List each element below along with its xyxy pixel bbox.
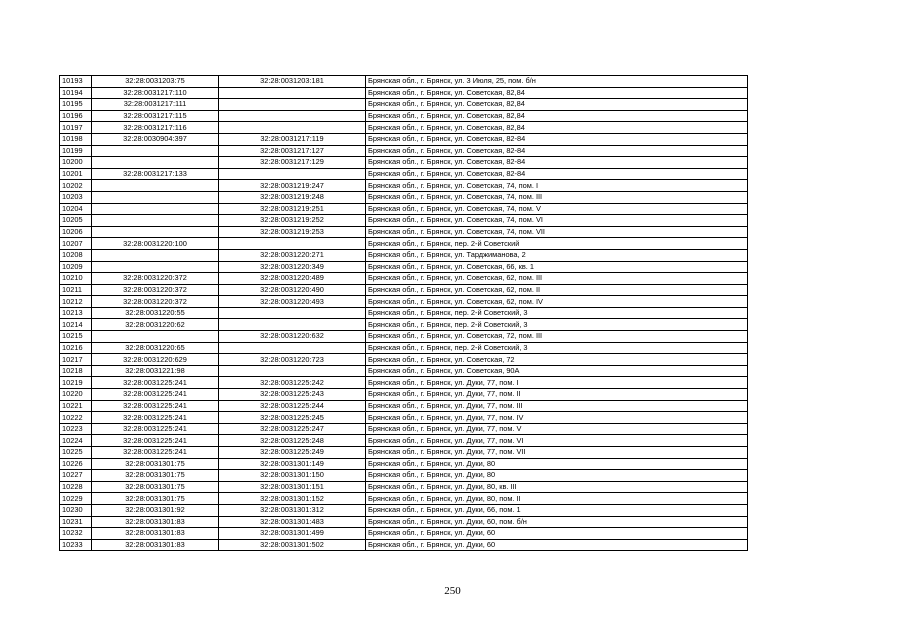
object-cadastral-number-cell: 32:28:0031301:149 [219, 458, 366, 470]
cadastral-number-cell [92, 261, 219, 273]
row-number-cell: 10196 [60, 110, 92, 122]
registry-table-body [60, 76, 748, 551]
address-cell: Брянская обл., г. Брянск, ул. 3 Июля, 25, пом. б/н [366, 76, 748, 88]
table-row [60, 157, 748, 169]
cadastral-number-cell: 32:28:0031217:110 [92, 87, 219, 99]
cadastral-number-cell: 32:28:0031220:62 [92, 319, 219, 331]
address-cell: Брянская обл., г. Брянск, ул. Дуки, 80, кв. III [366, 481, 748, 493]
cadastral-number-cell: 32:28:0031225:241 [92, 412, 219, 424]
address-cell: Брянская обл., г. Брянск, ул. Дуки, 77, пом. IV [366, 412, 748, 424]
address-cell: Брянская обл., г. Брянск, ул. Советская, 82,84 [366, 122, 748, 134]
table-row [60, 99, 748, 111]
address-cell: Брянская обл., г. Брянск, ул. Советская, 74, пом. VII [366, 226, 748, 238]
address-cell: Брянская обл., г. Брянск, ул. Советская, 82-84 [366, 157, 748, 169]
table-row [60, 238, 748, 250]
row-number-cell: 10216 [60, 342, 92, 354]
cadastral-number-cell: 32:28:0031225:241 [92, 389, 219, 401]
address-cell: Брянская обл., г. Брянск, ул. Дуки, 60 [366, 528, 748, 540]
table-row [60, 215, 748, 227]
address-cell: Брянская обл., г. Брянск, ул. Дуки, 77, пом. II [366, 389, 748, 401]
row-number-cell: 10195 [60, 99, 92, 111]
row-number-cell: 10198 [60, 133, 92, 145]
address-cell: Брянская обл., г. Брянск, ул. Дуки, 66, пом. 1 [366, 504, 748, 516]
object-cadastral-number-cell [219, 110, 366, 122]
row-number-cell: 10204 [60, 203, 92, 215]
row-number-cell: 10206 [60, 226, 92, 238]
cadastral-number-cell [92, 180, 219, 192]
address-cell: Брянская обл., г. Брянск, ул. Советская, 62, пом. II [366, 284, 748, 296]
cadastral-number-cell: 32:28:0031301:83 [92, 528, 219, 540]
row-number-cell: 10218 [60, 365, 92, 377]
object-cadastral-number-cell: 32:28:0031301:499 [219, 528, 366, 540]
table-row [60, 273, 748, 285]
cadastral-number-cell [92, 191, 219, 203]
cadastral-number-cell: 32:28:0031217:116 [92, 122, 219, 134]
object-cadastral-number-cell: 32:28:0031225:249 [219, 447, 366, 459]
object-cadastral-number-cell: 32:28:0031225:245 [219, 412, 366, 424]
address-cell: Брянская обл., г. Брянск, ул. Дуки, 80, пом. II [366, 493, 748, 505]
cadastral-number-cell [92, 215, 219, 227]
address-cell: Брянская обл., г. Брянск, ул. Дуки, 60, пом. б/н [366, 516, 748, 528]
cadastral-number-cell: 32:28:0031301:75 [92, 493, 219, 505]
cadastral-number-cell: 32:28:0031301:83 [92, 516, 219, 528]
cadastral-number-cell: 32:28:0031220:372 [92, 273, 219, 285]
row-number-cell: 10222 [60, 412, 92, 424]
cadastral-number-cell: 32:28:0031301:75 [92, 481, 219, 493]
table-row [60, 493, 748, 505]
object-cadastral-number-cell: 32:28:0031301:150 [219, 470, 366, 482]
object-cadastral-number-cell: 32:28:0031217:119 [219, 133, 366, 145]
object-cadastral-number-cell: 32:28:0031220:271 [219, 249, 366, 261]
object-cadastral-number-cell: 32:28:0031220:632 [219, 331, 366, 343]
address-cell: Брянская обл., г. Брянск, ул. Советская, 74, пом. I [366, 180, 748, 192]
address-cell: Брянская обл., г. Брянск, ул. Тарджиманова, 2 [366, 249, 748, 261]
address-cell: Брянская обл., г. Брянск, пер. 2-й Советский, 3 [366, 319, 748, 331]
table-row [60, 307, 748, 319]
row-number-cell: 10217 [60, 354, 92, 366]
object-cadastral-number-cell [219, 238, 366, 250]
table-row [60, 504, 748, 516]
table-row [60, 400, 748, 412]
object-cadastral-number-cell [219, 307, 366, 319]
row-number-cell: 10215 [60, 331, 92, 343]
cadastral-number-cell: 32:28:0031221:98 [92, 365, 219, 377]
object-cadastral-number-cell [219, 365, 366, 377]
address-cell: Брянская обл., г. Брянск, ул. Советская, 82,84 [366, 110, 748, 122]
cadastral-number-cell [92, 157, 219, 169]
address-cell: Брянская обл., г. Брянск, ул. Советская, 82,84 [366, 87, 748, 99]
cadastral-number-cell: 32:28:0031220:372 [92, 296, 219, 308]
row-number-cell: 10208 [60, 249, 92, 261]
object-cadastral-number-cell: 32:28:0031301:152 [219, 493, 366, 505]
cadastral-number-cell: 32:28:0031220:372 [92, 284, 219, 296]
row-number-cell: 10211 [60, 284, 92, 296]
table-row [60, 458, 748, 470]
object-cadastral-number-cell: 32:28:0031225:242 [219, 377, 366, 389]
row-number-cell: 10212 [60, 296, 92, 308]
row-number-cell: 10194 [60, 87, 92, 99]
object-cadastral-number-cell [219, 87, 366, 99]
address-cell: Брянская обл., г. Брянск, ул. Советская, 82-84 [366, 168, 748, 180]
table-row [60, 110, 748, 122]
row-number-cell: 10229 [60, 493, 92, 505]
table-row [60, 516, 748, 528]
table-row [60, 87, 748, 99]
address-cell: Брянская обл., г. Брянск, ул. Советская, 66, кв. 1 [366, 261, 748, 273]
table-row [60, 342, 748, 354]
row-number-cell: 10223 [60, 423, 92, 435]
address-cell: Брянская обл., г. Брянск, ул. Дуки, 80 [366, 458, 748, 470]
row-number-cell: 10202 [60, 180, 92, 192]
object-cadastral-number-cell: 32:28:0031220:349 [219, 261, 366, 273]
object-cadastral-number-cell: 32:28:0031220:493 [219, 296, 366, 308]
cadastral-number-cell: 32:28:0031217:133 [92, 168, 219, 180]
row-number-cell: 10230 [60, 504, 92, 516]
table-row [60, 435, 748, 447]
row-number-cell: 10197 [60, 122, 92, 134]
row-number-cell: 10209 [60, 261, 92, 273]
table-row [60, 331, 748, 343]
table-row [60, 412, 748, 424]
address-cell: Брянская обл., г. Брянск, пер. 2-й Советский, 3 [366, 342, 748, 354]
row-number-cell: 10203 [60, 191, 92, 203]
table-row [60, 447, 748, 459]
object-cadastral-number-cell: 32:28:0031301:483 [219, 516, 366, 528]
cadastral-number-cell: 32:28:0031301:75 [92, 470, 219, 482]
cadastral-number-cell: 32:28:0031225:241 [92, 400, 219, 412]
address-cell: Брянская обл., г. Брянск, пер. 2-й Советский, 3 [366, 307, 748, 319]
address-cell: Брянская обл., г. Брянск, ул. Советская, 62, пом. III [366, 273, 748, 285]
table-row [60, 319, 748, 331]
row-number-cell: 10200 [60, 157, 92, 169]
row-number-cell: 10219 [60, 377, 92, 389]
object-cadastral-number-cell: 32:28:0031220:723 [219, 354, 366, 366]
object-cadastral-number-cell: 32:28:0031203:181 [219, 76, 366, 88]
table-row [60, 226, 748, 238]
object-cadastral-number-cell: 32:28:0031219:253 [219, 226, 366, 238]
row-number-cell: 10231 [60, 516, 92, 528]
table-row [60, 122, 748, 134]
address-cell: Брянская обл., г. Брянск, ул. Дуки, 77, пом. I [366, 377, 748, 389]
address-cell: Брянская обл., г. Брянск, ул. Советская, 82-84 [366, 133, 748, 145]
cadastral-number-cell: 32:28:0031301:92 [92, 504, 219, 516]
registry-table [59, 75, 748, 551]
table-row [60, 168, 748, 180]
address-cell: Брянская обл., г. Брянск, ул. Советская, 82-84 [366, 145, 748, 157]
object-cadastral-number-cell: 32:28:0031219:247 [219, 180, 366, 192]
table-row [60, 180, 748, 192]
table-row [60, 76, 748, 88]
address-cell: Брянская обл., г. Брянск, ул. Советская, 74, пом. VI [366, 215, 748, 227]
object-cadastral-number-cell [219, 99, 366, 111]
table-row [60, 191, 748, 203]
cadastral-number-cell: 32:28:0031301:75 [92, 458, 219, 470]
object-cadastral-number-cell: 32:28:0031220:490 [219, 284, 366, 296]
cadastral-number-cell: 32:28:0031217:115 [92, 110, 219, 122]
object-cadastral-number-cell: 32:28:0031225:244 [219, 400, 366, 412]
address-cell: Брянская обл., г. Брянск, ул. Советская, 72 [366, 354, 748, 366]
page-number: 250 [444, 585, 461, 597]
table-row [60, 354, 748, 366]
row-number-cell: 10201 [60, 168, 92, 180]
address-cell: Брянская обл., г. Брянск, ул. Советская, 72, пом. III [366, 331, 748, 343]
row-number-cell: 10224 [60, 435, 92, 447]
row-number-cell: 10205 [60, 215, 92, 227]
row-number-cell: 10207 [60, 238, 92, 250]
cadastral-number-cell: 32:28:0031225:241 [92, 447, 219, 459]
object-cadastral-number-cell [219, 122, 366, 134]
cadastral-number-cell: 32:28:0031217:111 [92, 99, 219, 111]
table-row [60, 145, 748, 157]
table-row [60, 481, 748, 493]
address-cell: Брянская обл., г. Брянск, ул. Дуки, 77, пом. V [366, 423, 748, 435]
cadastral-number-cell: 32:28:0031301:83 [92, 539, 219, 551]
row-number-cell: 10220 [60, 389, 92, 401]
cadastral-number-cell [92, 145, 219, 157]
row-number-cell: 10213 [60, 307, 92, 319]
object-cadastral-number-cell: 32:28:0031217:127 [219, 145, 366, 157]
cadastral-number-cell: 32:28:0031220:65 [92, 342, 219, 354]
table-row [60, 365, 748, 377]
object-cadastral-number-cell: 32:28:0031301:502 [219, 539, 366, 551]
row-number-cell: 10221 [60, 400, 92, 412]
table-row [60, 133, 748, 145]
row-number-cell: 10228 [60, 481, 92, 493]
cadastral-number-cell: 32:28:0031225:241 [92, 377, 219, 389]
object-cadastral-number-cell: 32:28:0031219:248 [219, 191, 366, 203]
object-cadastral-number-cell [219, 319, 366, 331]
table-row [60, 261, 748, 273]
row-number-cell: 10233 [60, 539, 92, 551]
address-cell: Брянская обл., г. Брянск, ул. Советская, 62, пом. IV [366, 296, 748, 308]
row-number-cell: 10232 [60, 528, 92, 540]
address-cell: Брянская обл., г. Брянск, ул. Советская, 74, пом. III [366, 191, 748, 203]
address-cell: Брянская обл., г. Брянск, пер. 2-й Советский [366, 238, 748, 250]
object-cadastral-number-cell: 32:28:0031219:252 [219, 215, 366, 227]
address-cell: Брянская обл., г. Брянск, ул. Дуки, 60 [366, 539, 748, 551]
row-number-cell: 10227 [60, 470, 92, 482]
object-cadastral-number-cell: 32:28:0031225:243 [219, 389, 366, 401]
cadastral-number-cell: 32:28:0031225:241 [92, 435, 219, 447]
object-cadastral-number-cell: 32:28:0031220:489 [219, 273, 366, 285]
object-cadastral-number-cell: 32:28:0031219:251 [219, 203, 366, 215]
cadastral-number-cell [92, 203, 219, 215]
address-cell: Брянская обл., г. Брянск, ул. Дуки, 77, пом. VII [366, 447, 748, 459]
table-row [60, 377, 748, 389]
object-cadastral-number-cell: 32:28:0031301:312 [219, 504, 366, 516]
row-number-cell: 10210 [60, 273, 92, 285]
table-row [60, 389, 748, 401]
object-cadastral-number-cell: 32:28:0031225:247 [219, 423, 366, 435]
address-cell: Брянская обл., г. Брянск, ул. Советская, 74, пом. V [366, 203, 748, 215]
address-cell: Брянская обл., г. Брянск, ул. Советская, 90А [366, 365, 748, 377]
cadastral-number-cell [92, 226, 219, 238]
cadastral-number-cell: 32:28:0031225:241 [92, 423, 219, 435]
table-row [60, 539, 748, 551]
cadastral-number-cell [92, 249, 219, 261]
cadastral-number-cell [92, 331, 219, 343]
cadastral-number-cell: 32:28:0031220:100 [92, 238, 219, 250]
cadastral-number-cell: 32:28:0031220:629 [92, 354, 219, 366]
object-cadastral-number-cell: 32:28:0031301:151 [219, 481, 366, 493]
table-row [60, 284, 748, 296]
object-cadastral-number-cell: 32:28:0031225:248 [219, 435, 366, 447]
cadastral-number-cell: 32:28:0031203:75 [92, 76, 219, 88]
address-cell: Брянская обл., г. Брянск, ул. Дуки, 77, пом. VI [366, 435, 748, 447]
cadastral-number-cell: 32:28:0030904:397 [92, 133, 219, 145]
table-row [60, 249, 748, 261]
cadastral-number-cell: 32:28:0031220:55 [92, 307, 219, 319]
table-row [60, 296, 748, 308]
object-cadastral-number-cell [219, 342, 366, 354]
address-cell: Брянская обл., г. Брянск, ул. Дуки, 80 [366, 470, 748, 482]
row-number-cell: 10214 [60, 319, 92, 331]
object-cadastral-number-cell: 32:28:0031217:129 [219, 157, 366, 169]
row-number-cell: 10226 [60, 458, 92, 470]
table-row [60, 423, 748, 435]
table-row [60, 203, 748, 215]
table-row [60, 470, 748, 482]
address-cell: Брянская обл., г. Брянск, ул. Советская, 82,84 [366, 99, 748, 111]
row-number-cell: 10199 [60, 145, 92, 157]
row-number-cell: 10193 [60, 76, 92, 88]
table-row [60, 528, 748, 540]
address-cell: Брянская обл., г. Брянск, ул. Дуки, 77, пом. III [366, 400, 748, 412]
object-cadastral-number-cell [219, 168, 366, 180]
row-number-cell: 10225 [60, 447, 92, 459]
